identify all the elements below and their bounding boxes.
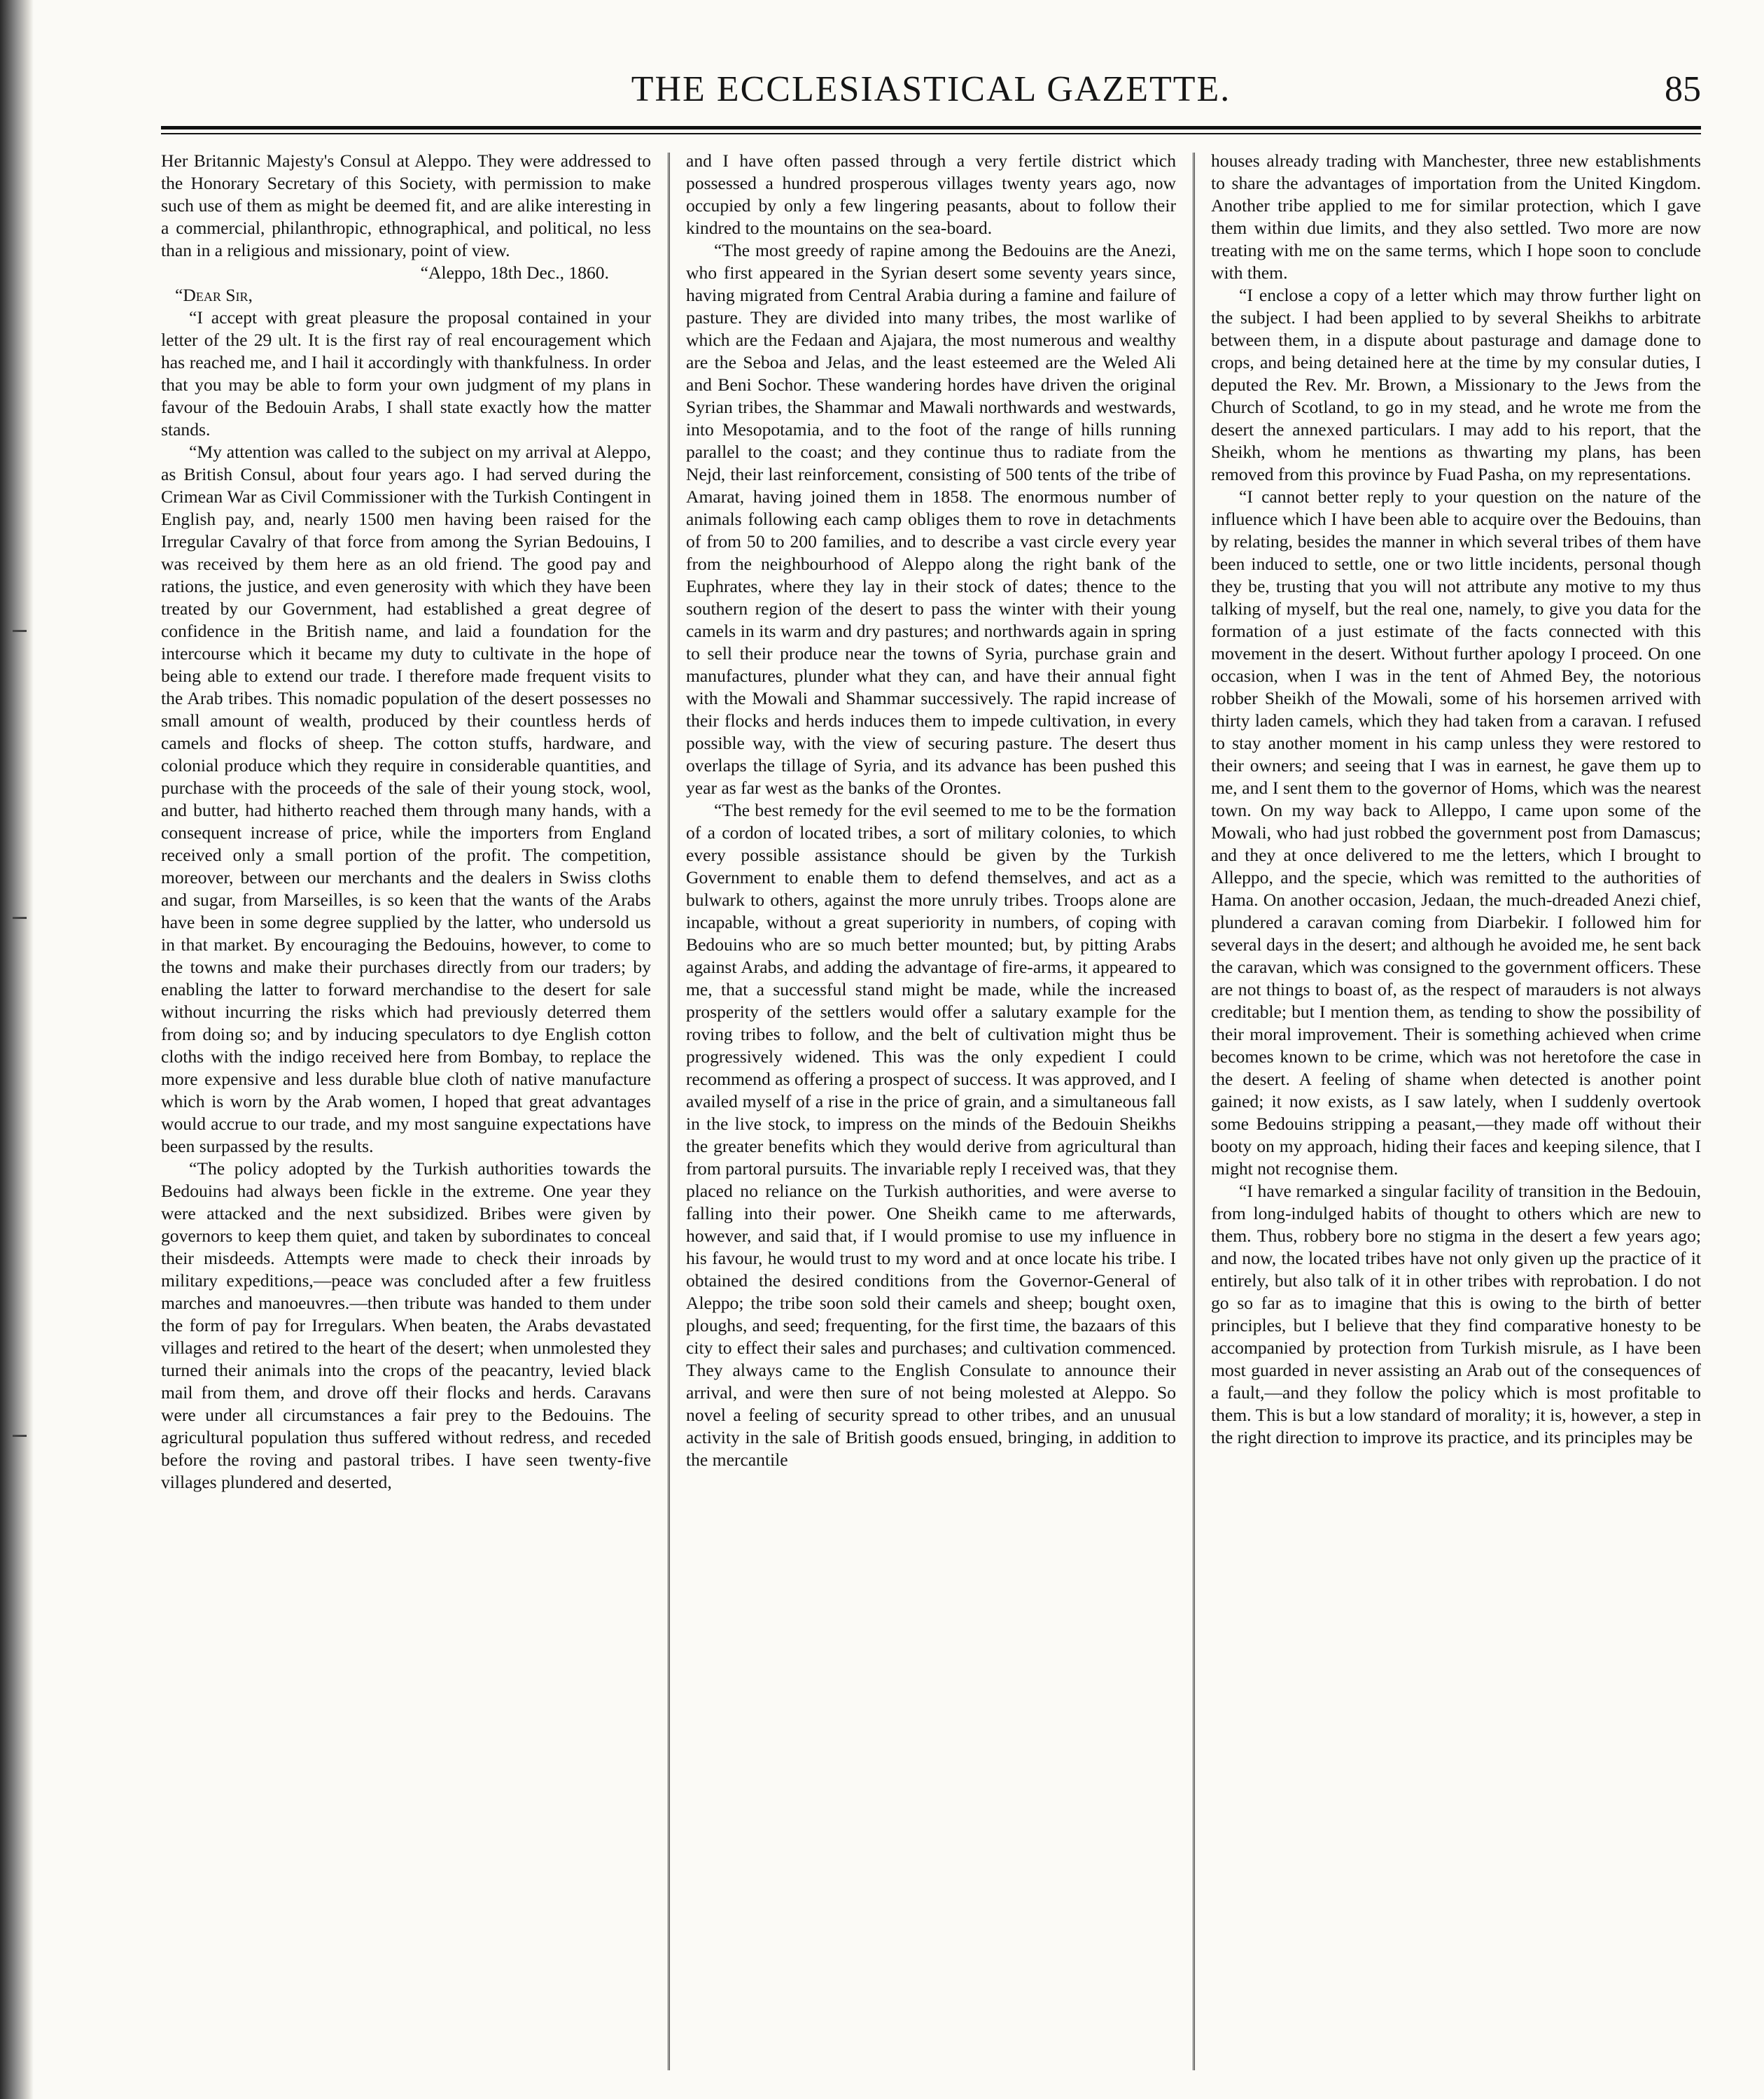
paragraph: “I have remarked a singular facility of transition in the Bedouin, from long-indulged habits of thought to others which are new to them. Thus, robbery bore no stigma in the desert a few years ago; and now, the located tribes have not only given up the practice of it entirely, but also talk of it in other tribes with reprobation. I do not go so far as to imagine that this is owing to the birth of better principles, but I believe that they find comparative honesty to be accompanied by protection from Turkish misrule, as I have been most guarded in never assisting an Arab out of the consequences of a fault,—and they follow the policy which is most profitable to them. This is but a low standard of morality; it is, however, a step in the right direction to improve its practice, and its principles may be (1211, 1181, 1701, 1447)
book-binding-edge (0, 0, 34, 2099)
column-right (1211, 150, 1701, 2075)
paragraph: “My attention was called to the subject on my arrival at Aleppo, as British Consul, about four years ago. I had served during the Crimean War as Civil Commissioner with the Turkish Contingent in English pay, and, nearly 1500 men having been raised for the Irregular Cavalry of that force from among the Syrian Bedouins, I was received by them here as an old friend. The good pay and rations, the justice, and even generosity with which they have been treated by our Government, had established a great degree of confidence in the British name, and laid a foundation for the intercourse which it became my duty to cultivate in the hope of being able to extend our trade. I therefore made frequent visits to the Arab tribes. This nomadic population of the desert possesses no small amount of wealth, produced by their countless herds of camels and flocks of sheep. The cotton stuffs, hardware, and colonial produce which they require in considerable quantities, and purchase with the proceeds of the sale of their young stock, wool, and butter, had hitherto reached them through many hands, with a consequent increase of price, while the importers from England received only a small portion of the profit. The competition, moreover, between our merchants and the dealers in Swiss cloths and sugar, from Marseilles, is so keen that the wants of the Arabs have been in some degree supplied by the latter, who undersold us in that market. By encouraging the Bedouins, however, to come to the towns and make their purchases directly from our traders; by enabling the latter to forward merchandise to the desert for sale without incurring the risks which had previously deterred them from doing so; and by inducing speculators to dye English cotton cloths with the indigo received here from Bombay, to replace the more expensive and less durable blue cloth of native manufacture which is worn by the Arab women, I hoped that great advantages would accrue to our trade, and my most sanguine expectations have been surpassed by the results. (161, 442, 651, 1156)
page-number: 85 (1665, 69, 1701, 109)
page-header (161, 69, 1701, 125)
header-rule (161, 126, 1701, 129)
paragraph: “The policy adopted by the Turkish authorities towards the Bedouins had always been fickle in the extreme. One year they were attacked and the next subsidized. Bribes were given by governors to keep them quiet, and taken by subordinates to conceal their misdeeds. Attempts were made to check their inroads by military expeditions,—peace was concluded after a few fruitless marches and manoeuvres.—then tribute was handed to them under the form of pay for Irregulars. When beaten, the Arabs devastated villages and retired to the heart of the desert; when unmolested they turned their animals into the crops of the peacantry, levied black mail from them, and drove off their flocks and herds. Caravans were under all circumstances a fair prey to the Bedouins. The agricultural population thus suffered without redress, and receded before the roving and pastoral tribes. I have seen twenty-five villages plundered and deserted, (161, 1158, 651, 1492)
paragraph: “The best remedy for the evil seemed to me to be the formation of a cordon of located tribes, a sort of military colonies, to which every possible assistance should be given by the Turkish Government to enable them to defend themselves, and act as a bulwark to others, against the more unruly tribes. Troops alone are incapable, without a great superiority in numbers, of coping with Bedouins who are so much better mounted; but, by pitting Arabs against Arabs, and adding the advantage of fire-arms, it appeared to me, that a successful stand might be made, while the increased prosperity of the settlers would offer a salutary example for the roving tribes to follow, and the belt of cultivation might thus be progressively widened. This was the only expedient I could recommend as offering a prospect of success. It was approved, and I availed myself of a rise in the price of grain, and a simultaneous fall in the live stock, to impress on the minds of the Bedouin Sheikhs the greater benefits which they would derive from agricultural than from partoral pursuits. The invariable reply I received was, that they placed no reliance on the Turkish authorities, and were averse to falling into their power. One Sheikh came to me afterwards, however, and said that, if I would promise to use my influence in his favour, he would trust to my word and at once locate his tribe. I obtained the desired conditions from the Governor-General of Aleppo; the tribe soon sold their camels and sheep; bought oxen, ploughs, and seed; frequenting, for the first time, the bazaars of this city to effect their sales and purchases; and cultivation commenced. They always came to the English Consulate to announce their arrival, and were then sure of not being molested at Aleppo. So novel a feeling of security spread to other tribes, and an unusual activity in the sale of British goods ensued, bringing, in addition to the mercantile (686, 800, 1176, 1470)
column-left (161, 150, 651, 2075)
binding-mark (13, 917, 27, 919)
header-rule-thin (161, 133, 1701, 134)
letter-salutation: “Dear Sir, (175, 285, 253, 305)
paragraph: “I accept with great pleasure the proposal contained in your letter of the 29 ult. It is the first ray of real encouragement which has reached me, and I hail it accordingly with thankfulness. In order that you may be able to form your own judgment of my plans in favour of the Bedouin Arabs, I shall state exactly how the matter stands. (161, 307, 651, 440)
column-middle (686, 150, 1176, 2075)
paragraph: houses already trading with Manchester, three new establishments to share the advantages of importation from the United Kingdom. Another tribe applied to me for similar protection, which I gave them within due limits, and they also settled. Two more are now treating with me on the same terms, which I hope soon to conclude with them. (1211, 150, 1701, 283)
text-columns (161, 150, 1701, 2075)
column-divider (1193, 153, 1195, 2070)
column-divider (668, 153, 670, 2070)
paragraph: “I enclose a copy of a letter which may throw further light on the subject. I had been applied to by several Sheikhs to arbitrate between them, in a dispute about pasturage and damage done to crops, and being detained here at the time by my consular duties, I deputed the Rev. Mr. Brown, a Missionary to the Jews from the Church of Scotland, to go in my stead, and he wrote me from the desert the annexed particulars. I may add to his report, that the Sheikh, whom he mentions as thwarting my plans, has been removed from this province by Fuad Pasha, on my representations. (1211, 285, 1701, 484)
publication-title: THE ECCLESIASTICAL GAZETTE. (631, 69, 1231, 109)
letter-dateline: “Aleppo, 18th Dec., 1860. (420, 262, 609, 283)
paragraph: “I cannot better reply to your question on the nature of the influence which I have been able to acquire over the Bedouins, than by relating, besides the manner in which several tribes of them have been induced to settle, one or two little incidents, personal though they be, trusting that you will not attribute any motive to my thus talking of myself, but the real one, namely, to give you data for the formation of a just estimate of the facts connected with this movement in the desert. Without further apology I proceed. On one occasion, when I was in the tent of Ahmed Bey, the notorious robber Sheikh of the Mowali, some of his horsemen arrived with thirty laden camels, which they had taken from a caravan. I refused to stay another moment in his camp unless they were restored to their owners; and seeing that I was in earnest, he gave them up to me, and I sent them to the governor of Homs, which was the nearest town. On my way back to Alleppo, I came upon some of the Mowali, who had just robbed the government post from Damascus; and they at once delivered to me the letters, which I brought to Alleppo, and the specie, which was remitted to the authorities of Hama. On another occasion, Jedaan, the much-dreaded Anezi chief, plundered a caravan coming from Diarbekir. I followed him for several days in the desert; and although he avoided me, he sent back the caravan, which was consigned to the government officers. These are not things to boast of, as the respect of marauders is not always creditable; but I mention them, as tending to show the possibility of their moral improvement. Their is something achieved when crime becomes known to be crime, which was not heretofore the case in the desert. A feeling of shame when detected is another point gained; it now exists, as I saw lately, when I suddenly overtook some Bedouins stripping a peasant,—they made off without their booty on my approach, hiding their faces and keeping silence, that I might not recognise them. (1211, 486, 1701, 1179)
binding-mark (13, 1435, 27, 1437)
paragraph: “The most greedy of rapine among the Bedouins are the Anezi, who first appeared in the Syrian desert some seventy years since, having migrated from Central Arabia during a famine and failure of pasture. They are divided into many tribes, the most warlike of which are the Fedaan and Ajajara, the most numerous and wealthy are the Seboa and Jelas, and the least esteemed are the Weled Ali and Beni Sochor. These wandering hordes have driven the original Syrian tribes, the Shammar and Mawali northwards and westwards, into Mesopotamia, and to the foot of the range of hills running parallel to the coast; and they continue thus to radiate from the Nejd, their last reinforcement, consisting of 500 tents of the tribe of Amarat, having joined them in 1858. The enormous number of animals following each camp obliges them to rove in detachments of from 50 to 200 families, and to describe a vast circle every year from the neighbourhood of Aleppo along the right bank of the Euphrates, where they lay in their stock of dates; thence to the southern region of the desert to pass the winter with their young camels in its warm and dry pastures; and northwards again in spring to sell their produce near the towns of Syria, purchase grain and manufactures, plunder what they can, and have their annual fight with the Mowali and Shammar successively. The rapid increase of their flocks and herds induces them to impede cultivation, in every possible way, with the view of securing pasture. The desert thus overlaps the tillage of Syria, and its advance has been pushed this year as far west as the banks of the Orontes. (686, 240, 1176, 798)
paragraph: Her Britannic Majesty's Consul at Aleppo. They were addressed to the Honorary Secretary of this Society, with permission to make such use of them as might be deemed fit, and are alike interesting in a commercial, philanthropic, ethnographical, and political, no less than in a religious and missionary, point of view. (161, 150, 651, 260)
paragraph: and I have often passed through a very fertile district which possessed a hundred prosperous villages twenty years ago, now occupied by only a few lingering peasants, about to follow their kindred to the mountains on the sea-board. (686, 150, 1176, 238)
binding-mark (13, 630, 27, 632)
